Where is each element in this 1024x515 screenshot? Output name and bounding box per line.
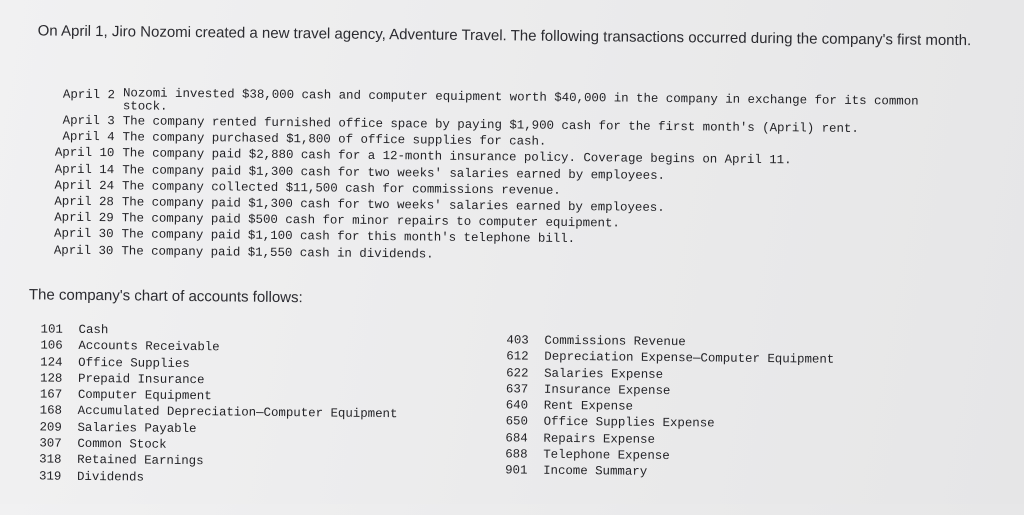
account-number: 101 xyxy=(40,322,63,337)
account-number: 319 xyxy=(38,469,62,484)
account-number: 128 xyxy=(39,371,63,386)
account-name: Prepaid Insurance xyxy=(77,371,205,388)
transaction-date: April 24 xyxy=(54,178,115,194)
account-name: Commissions Revenue xyxy=(544,333,686,350)
account-name: Accounts Receivable xyxy=(78,339,220,355)
account-name: Income Summary xyxy=(543,464,648,480)
transaction-description: The company paid $1,300 cash for two weeks' salaries earned by employees. xyxy=(121,195,665,215)
account-name: Cash xyxy=(78,322,109,338)
account-number: 650 xyxy=(505,414,528,430)
account-number: 637 xyxy=(505,382,529,397)
transaction-date: April 30 xyxy=(53,227,114,242)
account-number: 622 xyxy=(506,365,529,381)
account-name: Insurance Expense xyxy=(543,382,671,398)
intro-paragraph: On April 1, Jiro Nozomi created a new travel agency, Adventure Travel. The following transactions occurred during the company's first month. xyxy=(37,22,972,50)
account-number: 640 xyxy=(505,398,529,413)
account-number: 168 xyxy=(39,403,63,419)
accounts-list-right xyxy=(505,332,835,482)
account-number: 124 xyxy=(40,355,63,370)
account-number: 684 xyxy=(505,431,528,446)
transaction-description: The company rented furnished office space by paying $1,900 cash for the first month's (April) rent. xyxy=(122,114,859,137)
account-name: Dividends xyxy=(76,469,145,485)
account-name: Rent Expense xyxy=(543,398,634,414)
account-number: 612 xyxy=(506,349,529,364)
transaction-date: April 14 xyxy=(54,162,115,177)
account-name: Salaries Payable xyxy=(77,420,197,436)
account-name: Repairs Expense xyxy=(543,431,656,447)
account-name: Depreciation Expense—Computer Equipment xyxy=(544,350,835,368)
transaction-date: April 4 xyxy=(62,129,115,145)
account-number: 106 xyxy=(40,338,63,353)
account-number: 307 xyxy=(39,436,62,451)
transaction-description: The company purchased $1,800 of office supplies for cash. xyxy=(122,130,547,149)
account-name: Retained Earnings xyxy=(77,453,204,469)
account-name: Computer Equipment xyxy=(77,388,212,404)
transaction-date: April 29 xyxy=(54,210,114,226)
account-number: 318 xyxy=(39,452,62,468)
transaction-description: The company paid $1,100 cash for this month's telephone bill. xyxy=(121,227,576,247)
account-name: Telephone Expense xyxy=(543,447,670,464)
chart-of-accounts-heading: The company's chart of accounts follows: xyxy=(28,286,303,307)
account-number: 209 xyxy=(39,420,62,435)
account-name: Office Supplies Expense xyxy=(543,415,715,431)
transaction-description: The company paid $1,550 cash in dividends. xyxy=(121,243,434,262)
accounts-list-left xyxy=(39,321,398,488)
account-name: Accumulated Depreciation—Computer Equipment xyxy=(77,404,398,422)
transaction-date: April 3 xyxy=(62,113,115,129)
account-row xyxy=(505,463,833,483)
transaction-date: April 2 xyxy=(62,87,116,103)
account-number: 688 xyxy=(505,447,528,462)
transaction-description: The company paid $500 cash for minor repairs to computer equipment. xyxy=(121,211,620,231)
transaction-description: The company collected $11,500 cash for commissions revenue. xyxy=(121,179,561,198)
transaction-description: The company paid $2,880 cash for a 12-month insurance policy. Coverage begins on April 11. xyxy=(122,146,792,168)
account-number: 403 xyxy=(506,333,529,348)
account-name: Office Supplies xyxy=(78,355,190,371)
transaction-description: The company paid $1,300 cash for two weeks' salaries earned by employees. xyxy=(122,162,666,183)
account-number: 901 xyxy=(505,463,528,478)
transaction-description: Nozomi invested $38,000 cash and computer equipment worth $40,000 in the company in exchange for its common stock. xyxy=(122,86,927,114)
account-name: Common Stock xyxy=(77,436,167,452)
transaction-date: April 28 xyxy=(54,194,114,210)
transaction-list xyxy=(27,86,989,268)
account-number: 167 xyxy=(39,387,63,402)
transaction-date: April 30 xyxy=(53,243,114,258)
account-name: Salaries Expense xyxy=(544,366,664,382)
account-row xyxy=(39,468,397,488)
transaction-date: April 10 xyxy=(54,145,115,161)
